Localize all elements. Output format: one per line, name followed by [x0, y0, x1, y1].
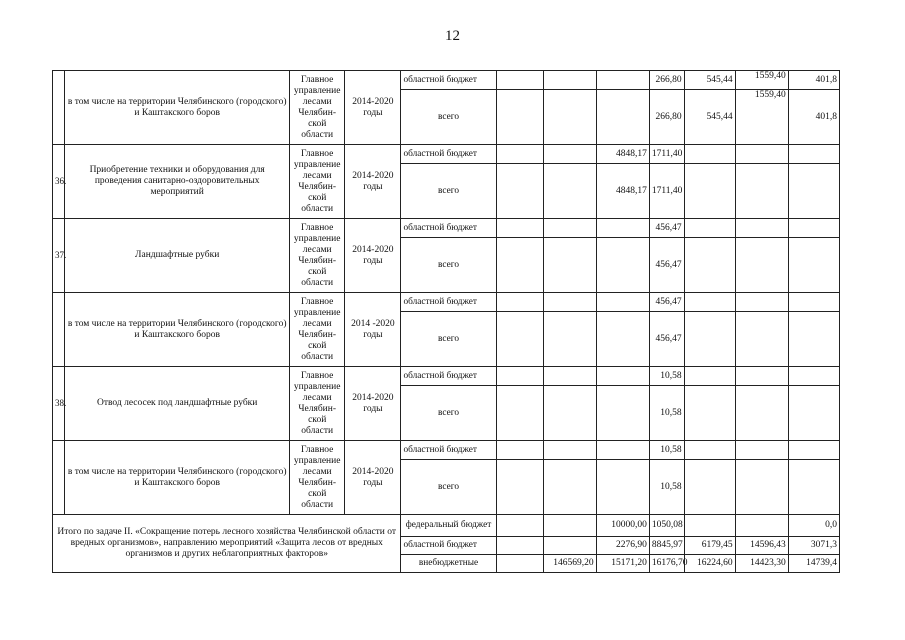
value-cell — [596, 386, 649, 441]
executor-line: ской — [308, 192, 327, 203]
value-cell — [684, 238, 735, 293]
funding-source: всего — [401, 164, 496, 219]
value-cell — [735, 219, 788, 238]
value-cell — [543, 293, 596, 312]
value-cell — [684, 312, 735, 367]
program-table — [52, 70, 840, 573]
executor-line: области — [301, 277, 334, 288]
executor-line: Челябин- — [298, 477, 337, 488]
value-cell — [496, 312, 543, 367]
value-cell — [543, 537, 596, 555]
value-cell — [543, 71, 596, 90]
value-cell — [735, 164, 788, 219]
executor-line: области — [301, 203, 334, 214]
value-cell: 10,58 — [649, 386, 684, 441]
value-cell: 1711,40 — [649, 145, 684, 164]
funding-source: федеральный бюджет — [401, 515, 496, 537]
value-cell — [735, 367, 788, 386]
years-cell: 2014-2020 годы — [345, 71, 401, 145]
value-cell: 0,0 — [788, 515, 839, 537]
executor-line: управление — [293, 233, 341, 244]
executor-line: Главное — [300, 74, 334, 85]
table-row — [53, 219, 840, 238]
value-cell: 1559,40 — [735, 90, 788, 145]
funding-source: областной бюджет — [401, 441, 496, 460]
value-cell — [543, 515, 596, 537]
value-cell — [596, 460, 649, 515]
executor-cell — [290, 367, 345, 441]
value-cell — [496, 238, 543, 293]
value-cell — [684, 145, 735, 164]
executor-line: Главное — [300, 296, 334, 307]
page-number: 12 — [445, 28, 460, 44]
value-cell — [684, 219, 735, 238]
value-cell — [684, 515, 735, 537]
measure-name: в том числе на территории Челябинского (городского) и Каштакского боров — [65, 441, 290, 515]
years-cell: 2014 -2020 годы — [345, 293, 401, 367]
value-cell — [596, 293, 649, 312]
funding-source: внебюджетные — [401, 555, 496, 573]
summary-row — [53, 515, 840, 537]
value-cell: 6179,45 — [684, 537, 735, 555]
value-cell: 456,47 — [649, 293, 684, 312]
executor-cell — [290, 145, 345, 219]
measure-name: в том числе на территории Челябинского (городского) и Каштакского боров — [65, 71, 290, 145]
row-number — [53, 71, 65, 145]
value-cell — [596, 441, 649, 460]
measure-name: Отвод лесосек под ландшафтные рубки — [65, 367, 290, 441]
executor-line: ской — [308, 266, 327, 277]
value-cell — [735, 312, 788, 367]
value-cell — [735, 145, 788, 164]
value-cell — [788, 441, 839, 460]
executor-line: области — [301, 351, 334, 362]
value-cell — [596, 219, 649, 238]
value-cell — [543, 145, 596, 164]
row-number: 36. — [53, 145, 65, 219]
row-number — [53, 293, 65, 367]
value-cell: 266,80 — [649, 90, 684, 145]
value-cell — [596, 71, 649, 90]
value-cell: 456,47 — [649, 219, 684, 238]
measure-name: в том числе на территории Челябинского (городского) и Каштакского боров — [65, 293, 290, 367]
executor-line: управление — [293, 455, 341, 466]
executor-line: Челябин- — [298, 255, 337, 266]
value-cell: 4848,17 — [596, 145, 649, 164]
executor-line: ской — [308, 340, 327, 351]
value-cell — [496, 71, 543, 90]
value-cell: 401,8 — [788, 71, 839, 90]
years-cell: 2014-2020 годы — [345, 441, 401, 515]
value-cell — [596, 90, 649, 145]
executor-line: Челябин- — [298, 181, 337, 192]
value-cell — [788, 238, 839, 293]
measure-name: Приобретение техники и оборудования для проведения санитарно-оздоровительных мероприятий — [65, 145, 290, 219]
value-cell: 10,58 — [649, 441, 684, 460]
executor-line: Челябин- — [298, 107, 337, 118]
value-cell — [543, 367, 596, 386]
value-cell: 16224,60 — [684, 555, 735, 573]
funding-source: областной бюджет — [401, 71, 496, 90]
value-cell — [788, 145, 839, 164]
value-cell — [543, 219, 596, 238]
executor-line: управление — [293, 159, 341, 170]
value-cell — [496, 164, 543, 219]
executor-cell — [290, 71, 345, 145]
value-cell — [735, 293, 788, 312]
value-cell: 14596,43 — [735, 537, 788, 555]
executor-line: Главное — [300, 370, 334, 381]
value-cell: 456,47 — [649, 238, 684, 293]
value-cell: 545,44 — [684, 71, 735, 90]
value-cell: 1711,40 — [649, 164, 684, 219]
executor-line: управление — [293, 307, 341, 318]
value-cell — [496, 367, 543, 386]
value-cell: 10,58 — [649, 367, 684, 386]
value-cell: 545,44 — [684, 90, 735, 145]
value-cell — [788, 293, 839, 312]
value-cell — [496, 90, 543, 145]
value-cell — [684, 293, 735, 312]
executor-line: Главное — [300, 222, 334, 233]
funding-source: всего — [401, 312, 496, 367]
funding-source: всего — [401, 460, 496, 515]
value-cell: 15171,20 — [596, 555, 649, 573]
years-cell: 2014-2020 годы — [345, 145, 401, 219]
executor-line: ской — [308, 488, 327, 499]
value-cell: 14739,4 — [788, 555, 839, 573]
value-cell — [496, 515, 543, 537]
value-cell — [788, 312, 839, 367]
table-row — [53, 293, 840, 312]
value-cell — [596, 312, 649, 367]
value-cell — [735, 515, 788, 537]
table-row — [53, 367, 840, 386]
value-cell — [788, 460, 839, 515]
value-cell: 10000,00 — [596, 515, 649, 537]
executor-line: Главное — [300, 444, 334, 455]
executor-cell — [290, 441, 345, 515]
row-number: 37. — [53, 219, 65, 293]
value-cell: 266,80 — [649, 71, 684, 90]
executor-line: лесами — [302, 96, 332, 107]
funding-source: всего — [401, 90, 496, 145]
executor-line: Главное — [300, 148, 334, 159]
value-cell — [496, 145, 543, 164]
value-cell — [735, 441, 788, 460]
funding-source: всего — [401, 238, 496, 293]
value-cell — [788, 164, 839, 219]
value-cell: 2276,90 — [596, 537, 649, 555]
value-cell: 10,58 — [649, 460, 684, 515]
value-cell — [735, 460, 788, 515]
executor-line: ской — [308, 414, 327, 425]
value-cell — [496, 555, 543, 573]
value-cell — [496, 441, 543, 460]
value-cell: 16176,70 — [649, 555, 684, 573]
value-cell: 8845,97 — [649, 537, 684, 555]
value-cell — [496, 460, 543, 515]
value-cell: 1050,08 — [649, 515, 684, 537]
row-number: 38. — [53, 367, 65, 441]
value-cell: 4848,17 — [596, 164, 649, 219]
value-cell — [684, 386, 735, 441]
executor-line: Челябин- — [298, 403, 337, 414]
value-cell — [788, 219, 839, 238]
table-row — [53, 71, 840, 90]
value-cell — [543, 386, 596, 441]
value-cell — [496, 386, 543, 441]
value-cell — [543, 90, 596, 145]
value-cell — [596, 367, 649, 386]
executor-line: управление — [293, 381, 341, 392]
funding-source: областной бюджет — [401, 145, 496, 164]
value-cell — [596, 238, 649, 293]
value-cell — [543, 460, 596, 515]
executor-line: управление — [293, 85, 341, 96]
years-cell: 2014-2020 годы — [345, 367, 401, 441]
funding-source: областной бюджет — [401, 537, 496, 555]
row-number — [53, 441, 65, 515]
value-cell — [684, 367, 735, 386]
value-cell — [788, 367, 839, 386]
value-cell — [543, 238, 596, 293]
summary-label: Итого по задаче II. «Сокращение потерь лесного хозяйства Челябинской области от вредных организмов», направлению мероприятий «Защита лесов от вредных организмов и других неблагоприятных факторов» — [53, 515, 401, 573]
value-cell — [684, 441, 735, 460]
value-cell — [735, 386, 788, 441]
executor-line: ской — [308, 118, 327, 129]
value-cell — [496, 537, 543, 555]
years-cell: 2014-2020 годы — [345, 219, 401, 293]
executor-line: лесами — [302, 466, 332, 477]
value-cell: 14423,30 — [735, 555, 788, 573]
value-cell: 146569,20 — [543, 555, 596, 573]
funding-source: областной бюджет — [401, 367, 496, 386]
value-cell: 1559,40 — [735, 71, 788, 90]
table-row — [53, 145, 840, 164]
executor-line: Челябин- — [298, 329, 337, 340]
executor-cell — [290, 293, 345, 367]
value-cell: 456,47 — [649, 312, 684, 367]
executor-line: лесами — [302, 318, 332, 329]
executor-line: области — [301, 425, 334, 436]
table-row — [53, 441, 840, 460]
value-cell — [735, 238, 788, 293]
measure-name: Ландшафтные рубки — [65, 219, 290, 293]
value-cell — [496, 293, 543, 312]
value-cell — [543, 441, 596, 460]
value-cell — [496, 219, 543, 238]
funding-source: областной бюджет — [401, 219, 496, 238]
value-cell: 3071,3 — [788, 537, 839, 555]
executor-line: области — [301, 129, 334, 140]
value-cell — [543, 164, 596, 219]
funding-source: всего — [401, 386, 496, 441]
executor-line: лесами — [302, 392, 332, 403]
value-cell — [543, 312, 596, 367]
value-cell: 401,8 — [788, 90, 839, 145]
value-cell — [788, 386, 839, 441]
value-cell — [684, 460, 735, 515]
executor-cell — [290, 219, 345, 293]
value-cell — [684, 164, 735, 219]
executor-line: лесами — [302, 244, 332, 255]
executor-line: области — [301, 499, 334, 510]
funding-source: областной бюджет — [401, 293, 496, 312]
executor-line: лесами — [302, 170, 332, 181]
